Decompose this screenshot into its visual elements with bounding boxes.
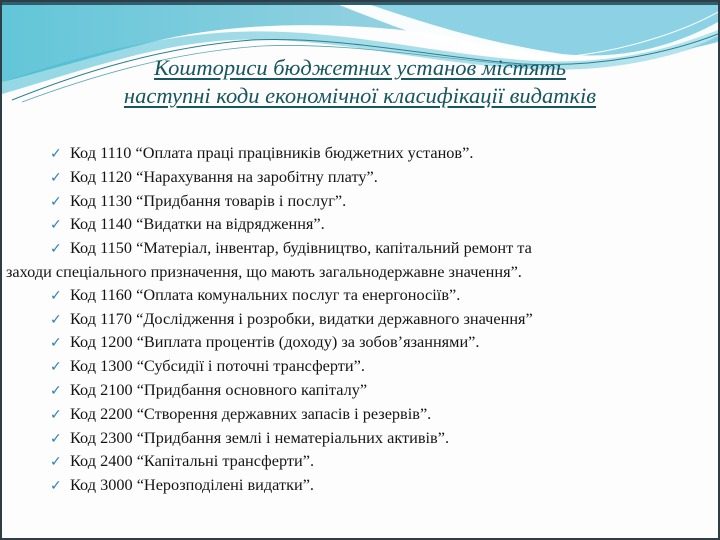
checkmark-icon: ✓ — [50, 169, 62, 186]
list-item: ✓ Код 1200 “Виплата процентів (доходу) за зобов’язаннями”. — [50, 331, 700, 355]
list-item: ✓ Код 1110 “Оплата праці працівників бюджетних установ”. — [50, 142, 700, 166]
title-line-2: наступні коди економічної класифікації видатків — [123, 83, 597, 108]
list-item: ✓ Код 1140 “Видатки на відрядження”. — [50, 213, 700, 237]
list-item-continuation: заходи спеціального призначення, що мають загальнодержавне значення”. — [6, 261, 522, 281]
checkmark-icon: ✓ — [50, 359, 62, 376]
list-item: ✓ Код 2100 “Придбання основного капіталу” — [50, 379, 700, 403]
checkmark-icon: ✓ — [50, 478, 62, 495]
checkmark-icon: ✓ — [50, 311, 62, 328]
list-item: ✓ Код 1160 “Оплата комунальних послуг та енергоносіїв”. — [50, 284, 700, 308]
list-item: ✓ Код 2300 “Придбання землі і нематеріальних активів”. — [50, 427, 700, 451]
title-line-1: Кошториси бюджетних установ містять — [154, 55, 566, 80]
slide-title — [2, 54, 718, 110]
list-item: ✓ Код 1170 “Дослідження і розробки, видатки державного значення” — [50, 308, 700, 332]
list-item: ✓ Код 1130 “Придбання товарів і послуг”. — [50, 190, 700, 214]
list-item: ✓ Код 2200 “Створення державних запасів і резервів”. — [50, 403, 700, 427]
checkmark-icon: ✓ — [50, 193, 62, 210]
checkmark-icon: ✓ — [50, 241, 62, 258]
code-list — [6, 142, 700, 498]
list-item: ✓ Код 1300 “Субсидії і поточні трансферти”. — [50, 355, 700, 379]
list-item: ✓ Код 2400 “Капітальні трансферти”. — [50, 450, 700, 474]
list-item: ✓ Код 1150 “Матеріал, інвентар, будівництво, капітальний ремонт та — [50, 237, 700, 261]
checkmark-icon: ✓ — [50, 335, 62, 352]
list-item: ✓ Код 3000 “Нерозподілені видатки”. — [50, 474, 700, 498]
checkmark-icon: ✓ — [50, 287, 62, 304]
checkmark-icon: ✓ — [50, 406, 62, 423]
checkmark-icon: ✓ — [50, 382, 62, 399]
checkmark-icon: ✓ — [50, 454, 62, 471]
list-item: ✓ Код 1120 “Нарахування на заробітну плату”. — [50, 166, 700, 190]
checkmark-icon: ✓ — [50, 217, 62, 234]
checkmark-icon: ✓ — [50, 146, 62, 162]
checkmark-icon: ✓ — [50, 430, 62, 447]
